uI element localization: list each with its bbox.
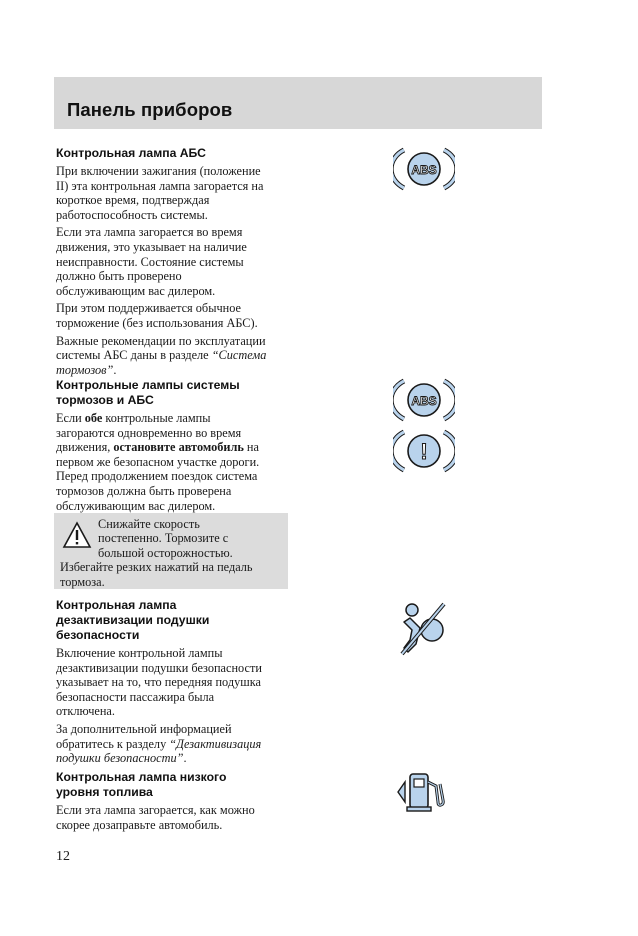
text-line: дезактивизации подушки безопасности	[56, 660, 262, 675]
abs-paragraph-2	[56, 225, 292, 298]
airbag-section	[56, 598, 292, 769]
text-line: короткое время, подтверждая	[56, 193, 210, 208]
text-run: контрольные лампы	[102, 411, 211, 425]
text-line: должно быть проверено	[56, 269, 182, 284]
text-line: скорее дозаправьте автомобиль.	[56, 817, 223, 832]
text-line: отключена.	[56, 704, 115, 719]
abs-paragraph-4	[56, 334, 292, 378]
header-band	[54, 77, 542, 129]
fuel-paragraph	[56, 803, 292, 832]
warning-text	[60, 517, 253, 589]
text-line: Включение контрольной лампы	[56, 646, 223, 660]
text-line: Снижайте скорость	[98, 517, 200, 531]
airbag-paragraph-2	[56, 722, 292, 766]
text-line: Важные рекомендации по эксплуатации	[56, 333, 266, 348]
text-line: Избегайте резких нажатий на педаль	[60, 560, 253, 575]
abs-warning-icon	[393, 146, 455, 192]
text-line: первом же безопасном участке дороги.	[56, 454, 260, 469]
text-line	[56, 737, 292, 752]
abs-paragraph-1	[56, 164, 292, 222]
airbag-paragraph-1	[56, 646, 292, 719]
text-line: За дополнительной информацией	[56, 721, 232, 736]
fuel-title	[56, 770, 292, 800]
title-line: Контрольная лампа низкого	[56, 770, 227, 784]
page-title: Панель приборов	[67, 99, 233, 120]
airbag-deactivation-icon	[398, 600, 450, 656]
title-line: безопасности	[56, 628, 140, 642]
text-line: Перед продолжением поездок система	[56, 469, 258, 484]
text-line	[56, 751, 292, 766]
emphasis-text: обе	[84, 411, 103, 425]
abs-title: Контрольная лампа АБС	[56, 146, 206, 160]
airbag-title	[56, 598, 292, 643]
text-run: на	[243, 440, 259, 455]
text-line: движения, это указывает на наличие	[56, 239, 247, 254]
page-number: 12	[56, 849, 70, 864]
abs-paragraph-3	[56, 301, 292, 330]
text-run: системы АБС даны в разделе	[56, 348, 212, 363]
text-line	[56, 348, 292, 363]
warning-box	[54, 513, 288, 589]
text-line: загораются одновременно во время	[56, 425, 242, 440]
brakes-abs-icon-label: ABS	[411, 394, 437, 408]
text-run: .	[183, 751, 187, 766]
title-line: уровня топлива	[56, 785, 153, 799]
fuel-section	[56, 770, 292, 835]
section-reference: “Система	[211, 348, 267, 363]
section-reference: тормозов”	[56, 362, 114, 377]
text-line: При этом поддерживается обычное	[56, 301, 241, 316]
text-line: большой осторожностью.	[98, 545, 233, 560]
text-line: обслуживающим вас дилером.	[56, 498, 216, 513]
text-line	[56, 411, 292, 426]
text-line: обслуживающим вас дилером.	[56, 283, 216, 298]
title-line: дезактивизации подушки	[56, 613, 210, 627]
brakes-abs-icon	[393, 377, 455, 423]
text-line: тормоза.	[60, 574, 105, 589]
text-line: При включении зажигания (положение	[56, 164, 261, 178]
emphasis-text: остановите автомобиль	[113, 440, 244, 455]
text-line: безопасности пассажира была	[56, 689, 215, 704]
brake-icon-exclamation: !	[420, 439, 428, 464]
title-line: тормозов и АБС	[56, 393, 154, 407]
text-line: II) эта контрольная лампа загорается на	[56, 178, 264, 193]
text-run: Если	[56, 411, 85, 425]
abs-section	[56, 146, 292, 380]
text-line: Если эта лампа загорается во время	[56, 225, 243, 240]
text-line: работоспособность системы.	[56, 207, 208, 222]
text-line	[56, 363, 292, 378]
fuel-pump-icon	[396, 770, 452, 814]
text-line: неисправности. Состояние системы	[56, 254, 244, 269]
brakes-paragraph	[56, 411, 292, 513]
text-line: указывает на то, что передняя подушка	[56, 675, 261, 690]
text-line: Если эта лампа загорается, как можно	[56, 803, 255, 817]
text-line: постепенно. Тормозите с	[98, 531, 229, 546]
title-line: Контрольные лампы системы	[56, 378, 240, 392]
brakes-title	[56, 378, 292, 408]
section-reference: “Дезактивизация	[169, 736, 262, 751]
text-line: тормозов должна быть проверена	[56, 483, 232, 498]
text-line: торможение (без использования АБС).	[56, 315, 258, 330]
text-run: .	[113, 362, 117, 377]
text-line	[56, 440, 292, 455]
brake-system-icon	[393, 428, 455, 474]
text-run: обратитесь к разделу	[56, 736, 170, 751]
title-line: Контрольная лампа	[56, 598, 177, 612]
section-reference: подушки безопасности”	[56, 751, 184, 766]
abs-icon-label: ABS	[411, 163, 437, 177]
brakes-section	[56, 378, 292, 516]
text-run: движения,	[56, 440, 114, 455]
